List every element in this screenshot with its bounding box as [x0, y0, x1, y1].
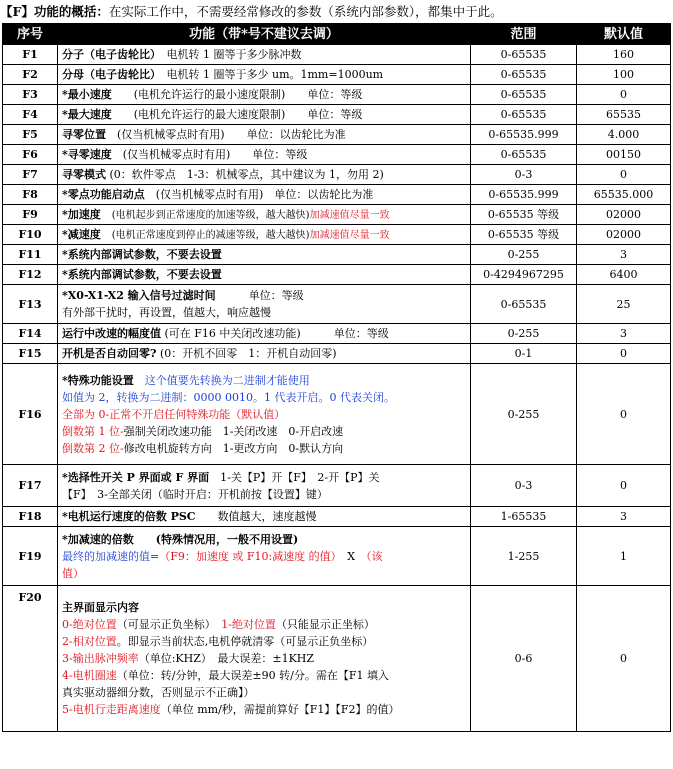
header-range: 范围 — [471, 24, 577, 45]
param-no: F3 — [3, 85, 58, 105]
param-name: 主界面显示内容 — [62, 601, 139, 614]
heading-prefix: 【F】功能的概括： — [0, 4, 109, 19]
display-option-cont — [62, 684, 466, 701]
param-range: 0-65535 — [471, 105, 577, 125]
param-desc: 数值越大，速度越慢 — [217, 510, 317, 523]
param-no: F17 — [3, 465, 58, 507]
param-no: F15 — [3, 344, 58, 364]
table-row — [3, 344, 671, 364]
param-function — [58, 265, 471, 285]
param-name: *零点功能启动点 — [62, 188, 145, 201]
param-no: F19 — [3, 527, 58, 586]
param-default: 6400 — [577, 265, 671, 285]
param-function — [58, 344, 471, 364]
param-bit1-desc: 强制关闭改速功能 1-关闭改速 0-开启改速 — [123, 424, 344, 438]
param-range: 0-65535 — [471, 145, 577, 165]
param-function — [58, 145, 471, 165]
param-range: 1-255 — [471, 527, 577, 586]
param-no: F1 — [3, 45, 58, 65]
param-function — [58, 364, 471, 465]
param-default: 0 — [577, 85, 671, 105]
table-row — [3, 125, 671, 145]
table-row — [3, 185, 671, 205]
table-row — [3, 105, 671, 125]
param-desc: (0：软件零点 1-3：机械零点，其中建议为 1，勿用 2) — [109, 168, 384, 181]
param-formula-label: 最终的加减速的值= — [62, 549, 160, 563]
param-formula-times: X — [347, 549, 356, 563]
option-label: 2-相对位置 — [62, 635, 117, 648]
param-name: *寻零速度 — [62, 148, 112, 161]
param-no: F5 — [3, 125, 58, 145]
param-default: 0 — [577, 165, 671, 185]
param-range: 0-65535 — [471, 285, 577, 324]
param-desc: (电机允许运行的最大速度限制) 单位：等级 — [133, 108, 363, 121]
param-range: 0-65535 等级 — [471, 205, 577, 225]
param-desc-line2: 如值为 2，转换为二进制：0000 0010。1 代表开启。0 代表关闭。 — [62, 390, 395, 404]
option-desc: 真实驱动器细分数，否则显示不正确】） — [62, 686, 255, 699]
param-function — [58, 45, 471, 65]
param-function — [58, 105, 471, 125]
table-row — [3, 527, 671, 586]
param-desc: (仅当机械零点时有用) 单位：以齿轮比为准 — [117, 128, 346, 141]
param-default: 160 — [577, 45, 671, 65]
param-desc: (电机起步到正常速度的加速等级，越大越快) — [111, 209, 310, 221]
param-no: F10 — [3, 225, 58, 245]
table-row — [3, 165, 671, 185]
param-name: 寻零模式 — [62, 168, 106, 181]
param-name: *电机运行速度的倍数 PSC — [62, 510, 196, 523]
display-option — [62, 633, 466, 650]
table-row — [3, 364, 671, 465]
param-default: 00150 — [577, 145, 671, 165]
param-function — [58, 225, 471, 245]
param-formula-factor: （该 — [366, 549, 383, 563]
param-name: 寻零位置 — [62, 128, 106, 141]
param-desc-line2: 有外部干扰时，再设置，值越大，响应越慢 — [62, 306, 271, 319]
param-function — [58, 65, 471, 85]
param-name: *系统内部调试参数，不要去设置 — [62, 248, 222, 261]
display-option — [62, 667, 466, 684]
param-function — [58, 586, 471, 732]
param-default: 0 — [577, 586, 671, 732]
param-desc-line3: 全部为 0-正常不开启任何特殊功能（默认值） — [62, 407, 286, 421]
param-name: *选择性开关 P 界面或 F 界面 — [62, 470, 210, 484]
param-name: *系统内部调试参数，不要去设置 — [62, 268, 222, 281]
param-range: 0-3 — [471, 165, 577, 185]
param-name: 分母（电子齿轮比） — [62, 68, 156, 81]
param-range: 0-6 — [471, 586, 577, 732]
header-function: 功能（带*号不建议去调） — [58, 24, 471, 45]
heading-text: 在实际工作中，不需要经常修改的参数（系统内部参数），都集中于此。 — [108, 4, 503, 19]
table-row — [3, 507, 671, 527]
param-default: 65535.000 — [577, 185, 671, 205]
param-no: F13 — [3, 285, 58, 324]
param-name: *特殊功能设置 — [62, 373, 134, 387]
param-range: 1-65535 — [471, 507, 577, 527]
param-default: 65535 — [577, 105, 671, 125]
param-function — [58, 507, 471, 527]
param-no: F2 — [3, 65, 58, 85]
param-name: *最小速度 — [62, 88, 112, 101]
param-range: 0-65535 — [471, 85, 577, 105]
param-formula-factor-end: 值） — [62, 566, 84, 580]
param-range: 0-4294967295 — [471, 265, 577, 285]
option-label: 3-输出脉冲频率 — [62, 652, 139, 665]
param-desc: 1-关【P】开【F】 2-开【P】关 — [220, 470, 380, 484]
param-desc: (可在 F16 中关闭改速功能) 单位：等级 — [164, 327, 389, 340]
param-name: 运行中改速的幅度值 — [62, 327, 161, 340]
param-function — [58, 125, 471, 145]
param-default: 100 — [577, 65, 671, 85]
param-name: *减速度 — [62, 227, 101, 241]
param-range: 0-65535 等级 — [471, 225, 577, 245]
param-desc: (特殊情况用，一般不用设置) — [155, 532, 299, 546]
param-default: 1 — [577, 527, 671, 586]
param-name: *加速度 — [62, 207, 101, 221]
param-desc: 单位：等级 — [248, 289, 304, 302]
table-header-row — [3, 24, 671, 45]
option-desc: （单位：转/分钟，最大误差±90 转/分。需在【F1 填入 — [116, 669, 389, 682]
param-function — [58, 527, 471, 586]
param-function — [58, 285, 471, 324]
param-default: 0 — [577, 364, 671, 465]
param-function — [58, 185, 471, 205]
param-default: 3 — [577, 324, 671, 344]
param-range: 0-65535.999 — [471, 185, 577, 205]
param-default: 4.000 — [577, 125, 671, 145]
option-label: 1-绝对位置 — [221, 618, 276, 631]
display-option — [62, 701, 466, 718]
param-no: F6 — [3, 145, 58, 165]
table-row — [3, 586, 671, 732]
param-range: 0-255 — [471, 364, 577, 465]
table-row — [3, 205, 671, 225]
option-desc: （只能显示正坐标） — [275, 618, 375, 631]
param-desc: 这个值要先转换为二进制才能使用 — [144, 373, 310, 387]
param-function — [58, 85, 471, 105]
param-no: F9 — [3, 205, 58, 225]
option-label: 4-电机圈速 — [62, 669, 117, 682]
param-desc: 电机转 1 圈等于多少 um。1mm=1000um — [166, 68, 384, 81]
option-desc: 。即显示当前状态,电机停就清零（可显示正负坐标） — [116, 635, 374, 648]
parameter-table — [2, 23, 671, 732]
display-option — [62, 616, 466, 633]
param-note: 加减速值尽量一致 — [309, 209, 390, 221]
param-desc: (0：开机不回零 1：开机自动回零) — [159, 347, 337, 360]
param-range: 0-3 — [471, 465, 577, 507]
table-row — [3, 45, 671, 65]
param-function — [58, 324, 471, 344]
table-row — [3, 285, 671, 324]
param-function — [58, 465, 471, 507]
param-no: F16 — [3, 364, 58, 465]
param-no: F20 — [3, 586, 58, 732]
param-desc: (仅当机械零点时有用) 单位：以齿轮比为准 — [155, 188, 374, 201]
param-bit2-label: 倒数第 2 位- — [62, 441, 124, 455]
param-desc: (仅当机械零点时有用) 单位：等级 — [122, 148, 308, 161]
param-default: 0 — [577, 465, 671, 507]
param-no: F14 — [3, 324, 58, 344]
option-label: 5-电机行走距离速度 — [62, 703, 161, 716]
param-desc: 电机转 1 圈等于多少脉冲数 — [166, 48, 302, 61]
table-row — [3, 324, 671, 344]
param-bit2-desc: 修改电机旋转方向 1-更改方向 0-默认方向 — [123, 441, 344, 455]
param-name: 分子（电子齿轮比） — [62, 48, 156, 61]
table-row — [3, 245, 671, 265]
param-no: F4 — [3, 105, 58, 125]
table-row — [3, 85, 671, 105]
param-formula-value: （F9：加速度 或 F10:减速度 的值） — [159, 549, 337, 563]
param-range: 0-1 — [471, 344, 577, 364]
option-desc: （单位 mm/秒，需提前算好【F1】【F2】的值） — [160, 703, 400, 716]
param-desc: (电机允许运行的最小速度限制) 单位：等级 — [133, 88, 363, 101]
header-no: 序号 — [3, 24, 58, 45]
param-name: *最大速度 — [62, 108, 112, 121]
option-desc: （可显示正负坐标） — [116, 618, 211, 631]
display-option — [62, 650, 466, 667]
param-range: 0-65535 — [471, 45, 577, 65]
table-row — [3, 465, 671, 507]
param-name: 开机是否自动回零? — [62, 347, 157, 360]
param-desc: (电机正常速度到停止的减速等级，越大越快) — [111, 229, 310, 241]
param-no: F7 — [3, 165, 58, 185]
option-desc: （单位:KHZ） 最大误差：±1KHZ — [138, 652, 315, 665]
param-no: F11 — [3, 245, 58, 265]
param-function — [58, 245, 471, 265]
param-desc-line2: 【F】 3-全部关闭（临时开启：开机前按【设置】键） — [62, 487, 328, 501]
param-range: 0-255 — [471, 245, 577, 265]
section-heading — [0, 2, 503, 22]
param-range: 0-65535 — [471, 65, 577, 85]
table-row — [3, 225, 671, 245]
param-name: *加减速的倍数 — [62, 532, 134, 546]
param-range: 0-65535.999 — [471, 125, 577, 145]
param-default: 3 — [577, 245, 671, 265]
param-range: 0-255 — [471, 324, 577, 344]
param-default: 02000 — [577, 205, 671, 225]
param-default: 02000 — [577, 225, 671, 245]
param-no: F12 — [3, 265, 58, 285]
table-row — [3, 145, 671, 165]
param-bit1-label: 倒数第 1 位- — [62, 424, 124, 438]
param-function — [58, 165, 471, 185]
param-no: F18 — [3, 507, 58, 527]
header-default: 默认值 — [577, 24, 671, 45]
option-label: 0-绝对位置 — [62, 618, 117, 631]
table-row — [3, 65, 671, 85]
table-row — [3, 265, 671, 285]
param-note: 加减速值尽量一致 — [309, 229, 390, 241]
param-default: 25 — [577, 285, 671, 324]
param-default: 3 — [577, 507, 671, 527]
param-function — [58, 205, 471, 225]
param-name: *X0-X1-X2 输入信号过滤时间 — [62, 289, 216, 302]
param-no: F8 — [3, 185, 58, 205]
param-default: 0 — [577, 344, 671, 364]
